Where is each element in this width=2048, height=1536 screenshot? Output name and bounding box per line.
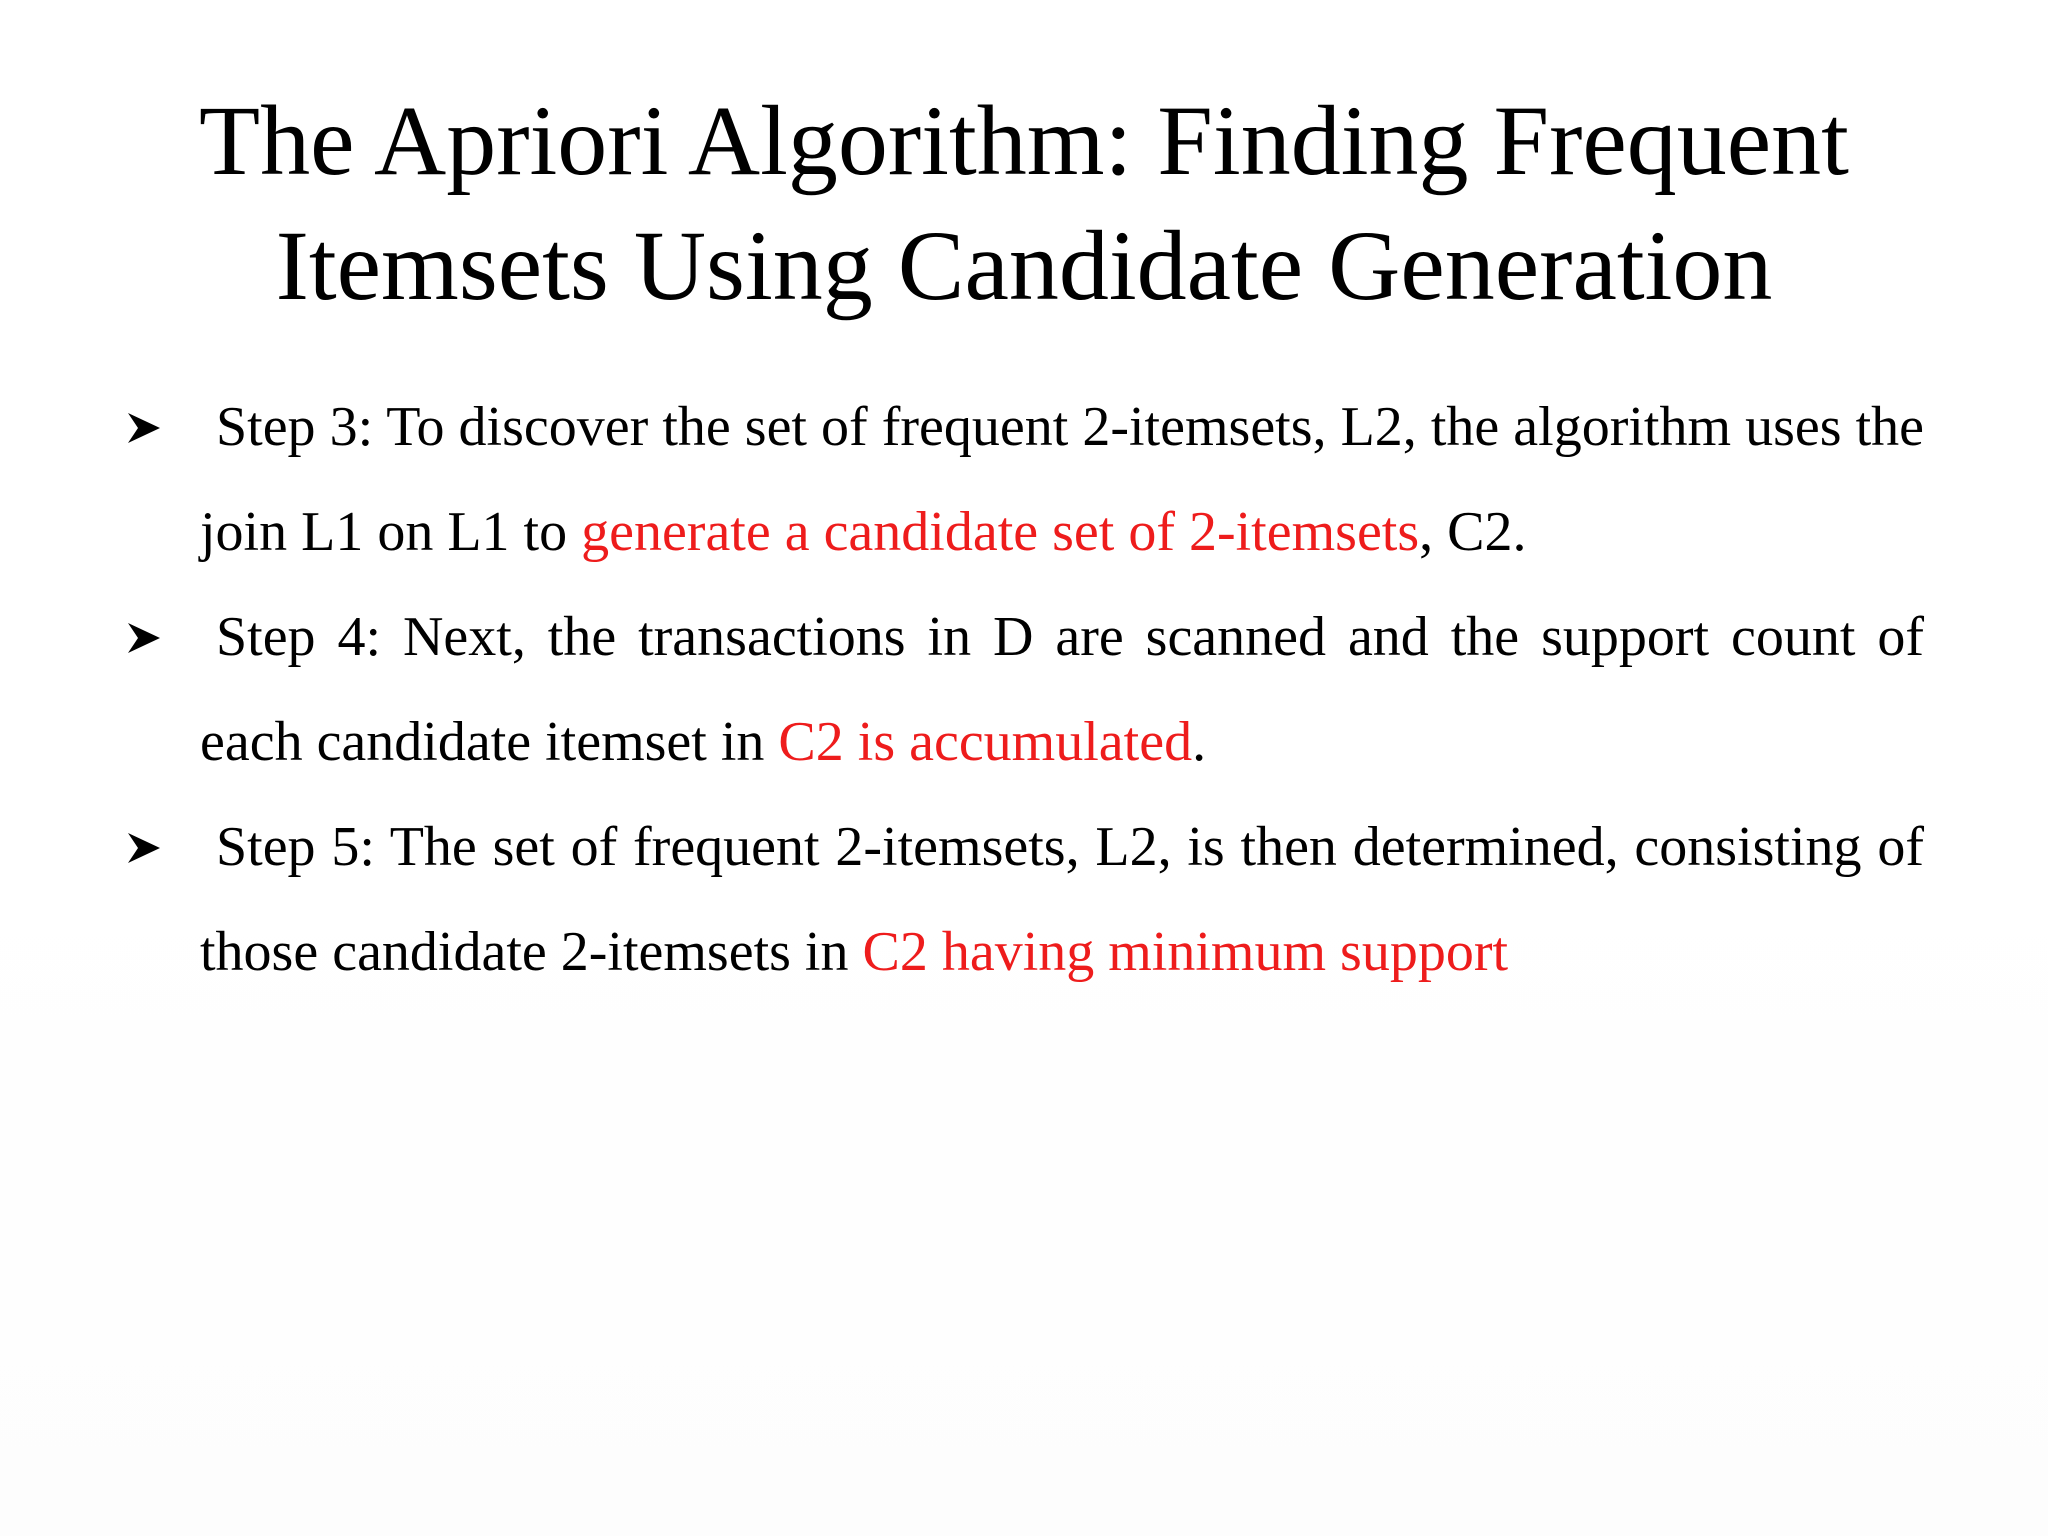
bullet-step-5 [0, 795, 1924, 1005]
bullet-step-5-highlight: C2 having minimum support [862, 921, 1509, 983]
bullet-step-3-text: Step 3: To discover the set of frequent 2-itemsets, L2, the algorithm uses the join L1 on L1 to [200, 396, 1924, 563]
bullet-step-3-tail: , C2. [1419, 501, 1527, 563]
arrowhead-bullet-icon [126, 795, 166, 900]
slide-title [0, 78, 2048, 328]
bullet-step-5-text: Step 5: The set of frequent 2-itemsets, L2, is then determined, consisting of those candidate 2-itemsets in [200, 816, 1924, 983]
bullet-step-4 [0, 585, 1924, 795]
slide-title-line-1: The Apriori Algorithm: Finding Frequent [199, 85, 1849, 196]
slide-title-line-2: Itemsets Using Candidate Generation [275, 210, 1773, 321]
bullet-step-4-text: Step 4: Next, the transactions in D are scanned and the support count of each candidate itemset in [200, 606, 1924, 773]
bullet-step-3 [0, 375, 1924, 585]
arrowhead-bullet-icon [126, 585, 166, 690]
bullet-step-4-highlight: C2 is accumulated [778, 711, 1193, 773]
bullet-step-3-highlight: generate a candidate set of 2-itemsets [581, 501, 1420, 563]
bullet-list [0, 375, 2048, 1005]
arrowhead-bullet-icon [126, 375, 166, 480]
bullet-step-4-tail: . [1192, 711, 1207, 773]
